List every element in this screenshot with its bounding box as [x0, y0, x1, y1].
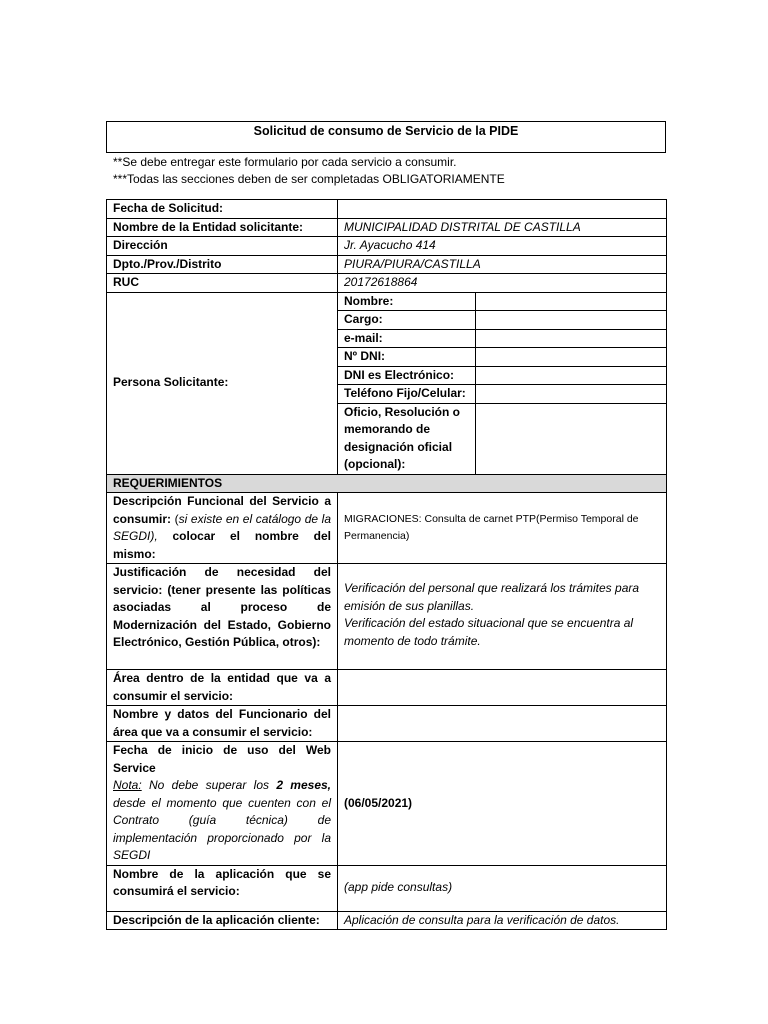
- direccion-value[interactable]: Jr. Ayacucho 414: [338, 237, 667, 256]
- descripcion-funcional-value[interactable]: MIGRACIONES: Consulta de carnet PTP(Permiso Temporal de Permanencia): [338, 493, 667, 564]
- entidad-value[interactable]: MUNICIPALIDAD DISTRITAL DE CASTILLA: [338, 218, 667, 237]
- descripcion-label-italic: si existe en el catálogo de la SEGDI),: [113, 511, 331, 543]
- fecha-inicio-nota-a: No debe superar los: [141, 778, 277, 792]
- fecha-inicio-label: [107, 742, 338, 866]
- persona-oficio-label: Oficio, Resolución o memorando de designación oficial (opcional):: [338, 403, 476, 474]
- instruction-note-2: ***Todas las secciones deben de ser completadas OBLIGATORIAMENTE: [113, 172, 505, 186]
- descripcion-app-label: Descripción de la aplicación cliente:: [107, 911, 338, 930]
- descripcion-app-value[interactable]: Aplicación de consulta para la verificación de datos.: [338, 911, 667, 930]
- row-aplicacion: [107, 865, 667, 911]
- justificacion-label-detail: (tener presente las políticas asociadas al proceso de Modernización del Estado, Gobierno Electrónico, Gestión Pública, otros):: [113, 582, 331, 649]
- row-persona-nombre: [107, 292, 667, 311]
- persona-email-label: e-mail:: [338, 329, 476, 348]
- row-justificacion: [107, 564, 667, 670]
- row-descripcion-app: [107, 911, 667, 930]
- area-value[interactable]: [338, 670, 667, 706]
- descripcion-funcional-label: [107, 493, 338, 564]
- justificacion-label-main: Justificación de necesidad del servicio:: [113, 565, 331, 597]
- persona-nombre-label: Nombre:: [338, 292, 476, 311]
- row-dpto: [107, 255, 667, 274]
- aplicacion-value[interactable]: (app pide consultas): [338, 865, 667, 911]
- aplicacion-label: Nombre de la aplicación que se consumirá el servicio:: [107, 865, 338, 911]
- fecha-inicio-nota-b: desde el momento que cuenten con el Contrato (guía técnica) de implementación proporcionado por la SEGDI: [113, 795, 331, 862]
- dpto-label: Dpto./Prov./Distrito: [107, 255, 338, 274]
- descripcion-label-end: colocar el nombre del mismo:: [113, 529, 331, 561]
- justificacion-value-1: Verificación del personal que realizará los trámites para emisión de sus planillas.: [344, 581, 640, 613]
- persona-dni-label: Nº DNI:: [338, 348, 476, 367]
- fecha-inicio-value[interactable]: (06/05/2021): [338, 742, 667, 866]
- row-descripcion-funcional: [107, 493, 667, 564]
- persona-dni-value[interactable]: [476, 348, 667, 367]
- ruc-label: RUC: [107, 274, 338, 293]
- row-entidad: [107, 218, 667, 237]
- row-fecha-solicitud: [107, 200, 667, 219]
- justificacion-value-2: Verificación del estado situacional que se encuentra al momento de todo trámite.: [344, 616, 634, 648]
- persona-cargo-value[interactable]: [476, 311, 667, 330]
- justificacion-value[interactable]: [338, 564, 667, 670]
- persona-oficio-value[interactable]: [476, 403, 667, 474]
- row-area: [107, 670, 667, 706]
- row-requerimientos-header: [107, 474, 667, 493]
- persona-solicitante-label: Persona Solicitante:: [107, 292, 338, 474]
- entidad-label: Nombre de la Entidad solicitante:: [107, 218, 338, 237]
- persona-nombre-value[interactable]: [476, 292, 667, 311]
- direccion-label: Dirección: [107, 237, 338, 256]
- fecha-solicitud-value[interactable]: [338, 200, 667, 219]
- funcionario-label: Nombre y datos del Funcionario del área que va a consumir el servicio:: [107, 706, 338, 742]
- funcionario-value[interactable]: [338, 706, 667, 742]
- descripcion-label-paren: (: [174, 511, 179, 526]
- fecha-inicio-nota-bold: 2 meses,: [276, 778, 331, 792]
- instruction-note-1: **Se debe entregar este formulario por cada servicio a consumir.: [113, 155, 457, 169]
- row-direccion: [107, 237, 667, 256]
- request-form-table: [106, 199, 667, 930]
- row-fecha-inicio: [107, 742, 667, 866]
- persona-dni-electronico-label: DNI es Electrónico:: [338, 366, 476, 385]
- form-title-text: Solicitud de consumo de Servicio de la PIDE: [253, 124, 519, 138]
- persona-telefono-label: Teléfono Fijo/Celular:: [338, 385, 476, 404]
- fecha-solicitud-label: Fecha de Solicitud:: [107, 200, 338, 219]
- row-funcionario: [107, 706, 667, 742]
- form-page: [106, 121, 666, 930]
- form-title: [106, 121, 666, 153]
- requerimientos-header: REQUERIMIENTOS: [107, 474, 667, 493]
- ruc-value[interactable]: 20172618864: [338, 274, 667, 293]
- justificacion-label: [107, 564, 338, 670]
- row-ruc: [107, 274, 667, 293]
- persona-email-value[interactable]: [476, 329, 667, 348]
- persona-cargo-label: Cargo:: [338, 311, 476, 330]
- fecha-inicio-nota-prefix: Nota:: [113, 778, 142, 792]
- persona-telefono-value[interactable]: [476, 385, 667, 404]
- descripcion-label-main: Descripción Funcional del Servicio a consumir:: [113, 494, 331, 526]
- area-label: Área dentro de la entidad que va a consumir el servicio:: [107, 670, 338, 706]
- fecha-inicio-label-main: Fecha de inicio de uso del Web Service: [113, 743, 331, 775]
- dpto-value[interactable]: PIURA/PIURA/CASTILLA: [338, 255, 667, 274]
- persona-dni-electronico-value[interactable]: [476, 366, 667, 385]
- instructions: [106, 154, 666, 188]
